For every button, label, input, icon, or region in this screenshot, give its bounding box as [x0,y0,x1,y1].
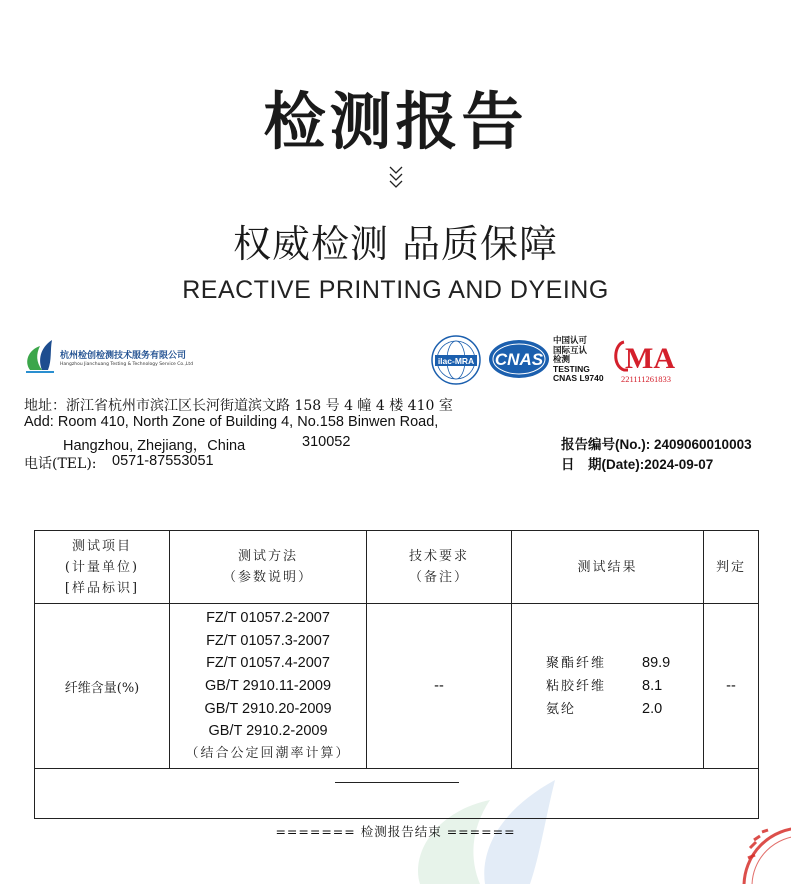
cnas-line: TESTING [553,363,590,374]
address-en-line1: Add: Room 410, North Zone of Building 4, No.158 Binwen Road, [24,414,439,430]
ilac-mra-logo-icon [430,334,482,386]
cnas-logo-text: CNAS [494,350,544,369]
header-result: 测试结果 [512,531,704,604]
cnas-line: 国际互认 [553,344,588,355]
address-en-zip: 310052 [302,434,351,450]
red-stamp-icon [740,800,791,884]
result-fiber-name: 聚酯纤维 [546,655,607,671]
method-standard: GB/T 2910.11-2009 [204,678,332,694]
company-name-en: Hangzhou Jianchuang Testing & Technology Service Co.,Ltd [60,362,194,367]
cnas-line: CNAS L9740 [553,373,604,383]
method-standard: FZ/T 01057.3-2007 [206,632,330,649]
header-line: （备注） [408,570,469,585]
subtitle: REACTIVE PRINTING AND DYEING [182,276,609,304]
report-date: 日 期(Date):2024-09-07 [561,457,714,472]
method-standard: FZ/T 01057.2-2007 [206,609,330,626]
result-fiber-value: 2.0 [642,700,663,717]
company-name-cn: 杭州检创检测技术服务有限公司 [60,351,187,361]
result-row [512,698,703,721]
header-line: 技术要求 [408,549,469,564]
table-header-row [35,531,759,604]
company-logo-icon [22,336,58,376]
report-number: 报告编号(No.): 2409060010003 [561,437,752,452]
result-row [512,652,703,675]
ilac-logo-text: ilac-MRA [437,356,475,366]
header-line: （参数说明） [222,570,313,585]
result-fiber-value: 89.9 [642,654,671,671]
header-line: 测试项目 [71,538,132,554]
result-fiber-name: 粘胶纤维 [546,678,607,694]
double-chevron-down-icon [0,163,791,193]
report-title: 检测报告 [263,85,528,158]
results-table [34,530,759,819]
header-line: (计量单位) [64,559,140,575]
result-fiber-value: 8.1 [642,677,663,694]
header-test-item [35,531,170,604]
result-row [512,675,703,698]
cnas-line: 中国认可 [553,335,588,345]
table-blank-row [35,769,759,819]
header-judgement: 判定 [704,531,759,604]
judgement-value: -- [704,604,759,769]
cnas-line: 检测 [553,354,571,364]
header-test-method [170,531,367,604]
method-standard: FZ/T 01057.4-2007 [206,655,330,672]
signature-line [335,782,459,783]
cma-logo-icon [610,336,682,386]
report-end-marker: ======= 检测报告结束 ====== [275,824,516,839]
address-en-city: Hangzhou, Zhejiang，China [63,438,246,454]
address-cn: 地址：浙江省杭州市滨江区长河街道滨文路 158 号 4 幢 4 楼 410 室 [24,398,453,414]
method-list [170,604,367,769]
requirement-value: -- [367,604,512,769]
cma-logo-text: MA [625,342,675,375]
blank-cell [35,769,759,819]
table-row [35,604,759,769]
method-standard: GB/T 2910.20-2009 [204,700,332,717]
method-note: （结合公定回潮率计算） [185,746,351,762]
item-fiber-content: 纤维含量(%) [35,604,170,769]
method-standard: GB/T 2910.2-2009 [208,723,328,740]
tel-value: 0571-87553051 [112,453,214,469]
header-line: [样品标识] [64,580,140,596]
result-list [512,604,704,769]
cma-number: 221111261833 [620,374,672,384]
tel-label: 电话(TEL): [24,456,97,472]
header-line: 测试方法 [237,549,298,564]
result-fiber-name: 氨纶 [546,701,577,717]
header-requirement [367,531,512,604]
cnas-logo-icon [487,338,551,380]
slogan: 权威检测 品质保障 [232,222,559,266]
cnas-accreditation-text [553,336,604,384]
